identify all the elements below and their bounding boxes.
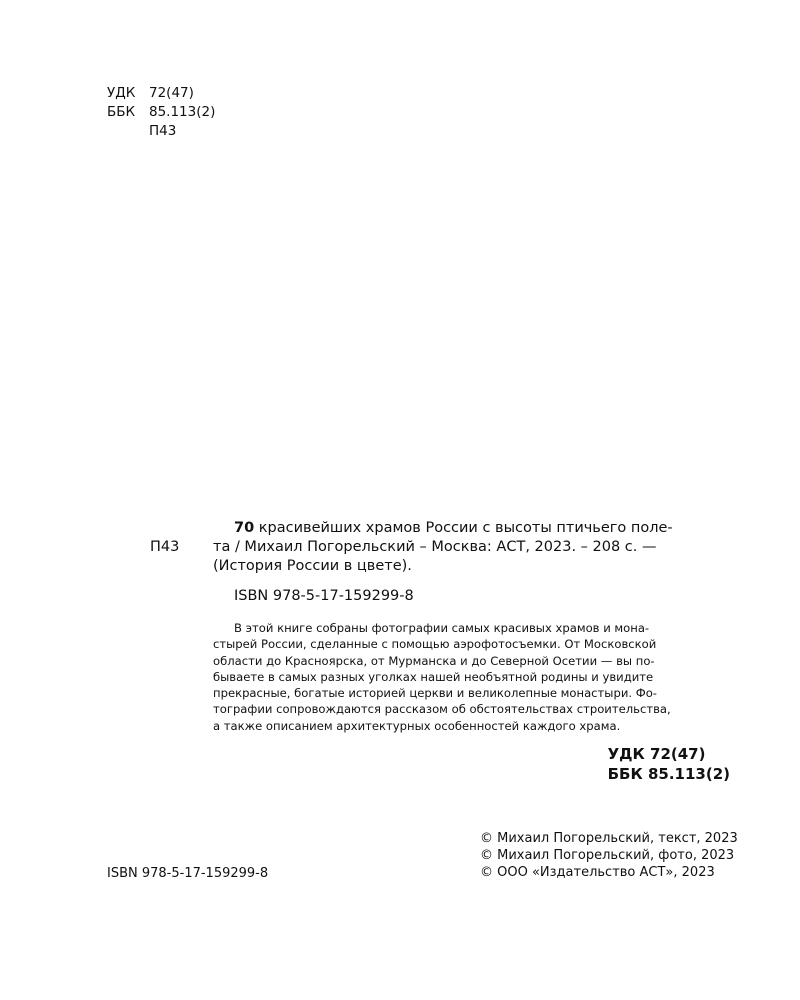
catalog-key: ББК (107, 104, 136, 120)
entry-isbn: ISBN 978-5-17-159299-8 (234, 588, 414, 604)
entry-line-1-text: красивейших храмов России с высоты птичьего поле- (254, 520, 673, 536)
entry-line-2: та / Михаил Погорельский – Москва: АСТ, 2023. – 208 с. — (213, 539, 657, 555)
bibliographic-entry (213, 519, 673, 576)
catalog-row-bbk (107, 103, 215, 122)
catalog-row-udk (107, 84, 215, 103)
annotation-line: прекрасные, богатые историей церкви и великолепные монастыри. Фо- (213, 686, 657, 701)
annotation-paragraph (213, 620, 673, 734)
entry-line-1 (213, 519, 673, 538)
entry-author-mark: П43 (150, 539, 180, 555)
bbk-code: ББК 85.113(2) (607, 765, 730, 783)
annotation-line: тографии сопровождаются рассказом об обстоятельствах строительства, (213, 702, 671, 717)
catalog-row-author-mark (107, 122, 215, 141)
annotation-line: а также описанием архитектурных особенностей каждого храма. (213, 718, 621, 733)
annotation-line: В этой книге собраны фотографии самых красивых храмов и мона- (234, 621, 650, 635)
copyright-line: © Михаил Погорельский, фото, 2023 (480, 848, 735, 863)
copyright-line: © ООО «Издательство АСТ», 2023 (480, 865, 715, 880)
entry-line-3: (История России в цвете). (213, 558, 412, 574)
copyright-line: © Михаил Погорельский, текст, 2023 (480, 831, 738, 846)
copyright-block (480, 830, 738, 881)
annotation-line: бываете в самых разных уголках нашей необъятной родины и увидите (213, 669, 654, 684)
udk-code: УДК 72(47) (607, 745, 706, 763)
catalog-key (107, 122, 149, 141)
catalog-value: 85.113(2) (149, 104, 216, 120)
catalog-block (107, 84, 215, 141)
catalog-key: УДК (107, 85, 136, 101)
classification-codes (608, 744, 730, 784)
annotation-line: стырей России, сделанные с помощью аэрофотосъемки. От Московской (213, 637, 657, 652)
isbn-bottom: ISBN 978-5-17-159299-8 (107, 866, 269, 881)
annotation-line: области до Красноярска, от Мурманска и до Северной Осетии — вы по- (213, 653, 655, 668)
catalog-value: 72(47) (149, 85, 194, 101)
catalog-value: П43 (149, 123, 177, 139)
entry-title-number: 70 (234, 520, 255, 536)
